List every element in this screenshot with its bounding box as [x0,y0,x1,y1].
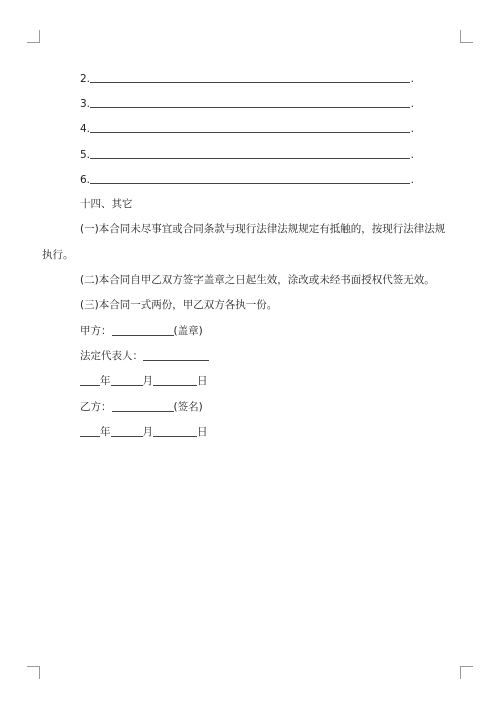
day-label: 日 [197,426,208,438]
day-blank [153,374,197,386]
line-end: . [410,174,414,186]
year-label: 年 [100,426,111,438]
crop-mark-bottom-left [27,666,40,679]
clause-2: (二)本合同自甲乙双方签字盖章之日起生效，涂改或未经书面授权代签无效。 [80,274,435,286]
blank-underline [90,157,410,159]
party-a-blank [112,324,174,336]
line-end: . [410,123,414,135]
legal-rep-blank [143,349,209,361]
line-end: . [410,98,414,110]
crop-mark-top-left [27,30,40,43]
day-label: 日 [197,375,208,387]
party-a-label: 甲方： [80,325,112,337]
crop-mark-bottom-right [460,666,473,679]
legal-rep-label: 法定代表人： [80,350,143,362]
numbered-blank-line [80,121,414,135]
clause-1-line-2: 执行。 [42,249,74,261]
blank-underline [90,81,410,83]
blank-underline [90,131,410,133]
party-b-blank [112,400,174,412]
party-b-signature: (签名) [173,401,203,413]
blank-underline [90,182,410,184]
line-number: 5. [80,149,91,161]
month-blank [111,425,143,437]
numbered-blank-line [80,71,414,85]
month-blank [111,374,143,386]
party-b-label: 乙方： [80,401,112,413]
party-b-line [80,399,203,414]
party-a-line [80,323,203,338]
month-label: 月 [142,426,153,438]
year-blank [80,374,100,386]
line-end: . [410,149,414,161]
line-number: 6. [80,174,91,186]
line-number: 3. [80,98,91,110]
numbered-blank-line [80,172,414,186]
day-blank [153,425,197,437]
line-number: 2. [80,73,91,85]
party-a-seal: (盖章) [173,325,203,337]
date-line-1 [80,373,208,388]
date-line-2 [80,424,208,439]
clause-1-line-1: (一)本合同未尽事宜或合同条款与现行法律法规规定有抵触的，按现行法律法规 [80,223,446,235]
crop-mark-top-right [460,30,473,43]
year-blank [80,425,100,437]
legal-rep-line [80,348,209,363]
line-end: . [410,73,414,85]
numbered-blank-line [80,147,414,161]
clause-3: (三)本合同一式两份，甲乙双方各执一份。 [80,299,278,311]
year-label: 年 [100,375,111,387]
numbered-blank-line [80,96,414,110]
blank-underline [90,106,410,108]
section-heading: 十四、其它 [80,198,133,210]
line-number: 4. [80,123,91,135]
month-label: 月 [142,375,153,387]
